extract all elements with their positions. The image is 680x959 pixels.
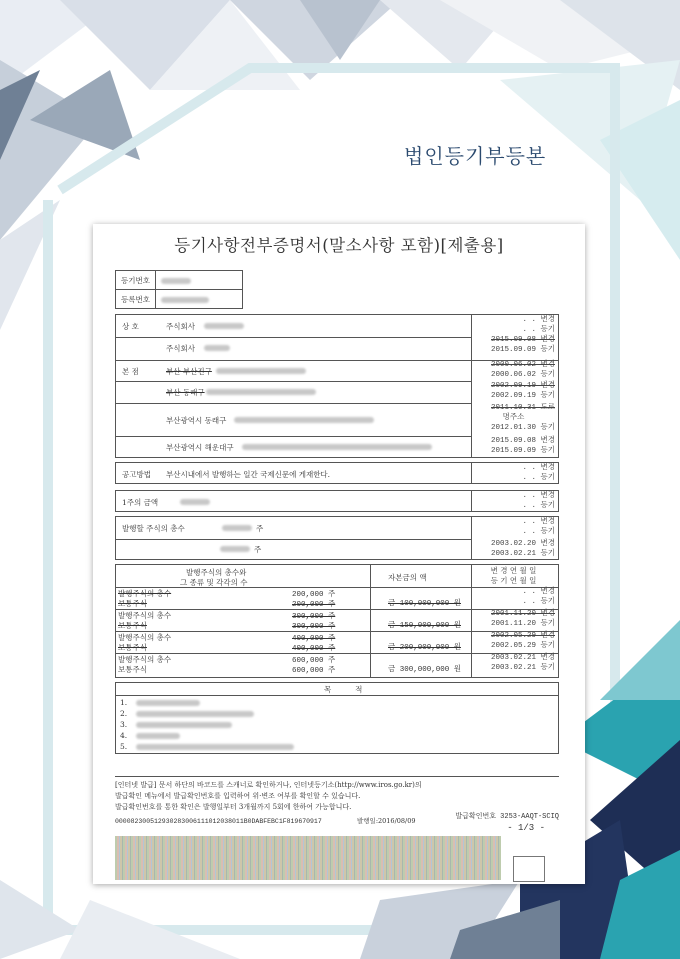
document-footer: [115, 776, 559, 833]
capital-row1-b-val: 200,000 주: [292, 601, 336, 609]
capital-row2-capital: 금 150,000,000 원: [388, 622, 461, 630]
capital-header-mid: 자본금의 액: [388, 573, 427, 582]
purpose-item-4: 4.: [120, 731, 128, 740]
capital-row3-h2: 2002.05.29 등기: [491, 642, 555, 650]
footer-issue-date: 발행일:2016/08/09: [357, 817, 416, 825]
notice-label: 공고방법: [122, 470, 151, 479]
barcode-image: [115, 836, 501, 880]
purpose-item-1: 1.: [120, 698, 128, 707]
capital-row4-a-val: 600,000 주: [292, 657, 336, 665]
purpose-section: [115, 682, 559, 754]
company-history-3: 2015.09.08 변경: [491, 336, 555, 344]
capital-row4-h2: 2003.02.21 등기: [491, 664, 555, 672]
capital-row4-b: 보통주식: [118, 665, 147, 674]
footer-page-number: - 1/3 -: [507, 823, 545, 833]
total-shares-label: 발행할 주식의 총수: [122, 524, 185, 533]
office-address-3: 부산광역시 동래구: [166, 416, 227, 425]
qr-box: [513, 856, 545, 882]
business-number-label: 등록번호: [116, 290, 156, 309]
company-label: 상 호: [122, 322, 139, 331]
office-address-4: 부산광역시 해운대구: [166, 443, 234, 452]
footer-line-1: [인터넷 발급] 문서 하단의 바코드를 스캐너로 확인하거나, 인터넷등기소(http://www.iros.go.kr)의: [115, 781, 422, 789]
capital-header-right-2: 등 기 연 월 일: [490, 576, 537, 585]
capital-row1-h1: . . 변경: [522, 588, 555, 596]
page-title: 법인등기부등본: [404, 144, 547, 168]
office-history-4: 2002.09.19 등기: [491, 392, 555, 400]
office-address-2: 부산 동래구: [166, 388, 205, 397]
purpose-item-5: 5.: [120, 742, 128, 751]
notice-section: [115, 462, 559, 484]
share-amount-label: 1주의 금액: [122, 498, 159, 507]
capital-row2-a: 발행주식의 총수: [118, 611, 172, 620]
share-amount-history-1: . . 변경: [522, 492, 555, 500]
capital-header-left-2: 그 종류 및 각각의 수: [180, 578, 248, 587]
purpose-header: 목 적: [324, 685, 363, 694]
office-history-1: 2000.06.02 변경: [491, 361, 555, 369]
footer-serial: 000082300512930283006111012038011B0DABFEBC1F819670917: [115, 818, 322, 825]
share-amount-history-2: . . 등기: [522, 502, 555, 510]
office-history-9: 2015.09.09 등기: [491, 447, 555, 455]
office-history-8: 2015.09.08 변경: [491, 437, 555, 445]
share-amount-section: [115, 490, 559, 512]
capital-row1-a-val: 200,000 주: [292, 591, 336, 599]
capital-row4-b-val: 600,000 주: [292, 667, 336, 675]
capital-row1-h2: . . 등기: [522, 598, 555, 606]
capital-row3-h1: 2002.05.29 변경: [491, 632, 555, 640]
capital-row2-h2: 2001.11.20 등기: [491, 620, 555, 628]
total-shares-unit-1: 주: [256, 524, 264, 533]
company-history-4: 2015.09.09 등기: [491, 346, 555, 354]
company-name-2: 주식회사: [166, 344, 195, 353]
company-section: [115, 314, 559, 458]
footer-line-2: 발급확인 메뉴에서 발급확인번호를 입력하여 위·변조 여부를 확인할 수 있습니다.: [115, 792, 361, 800]
office-address-1: 부산 부산진구: [166, 367, 212, 376]
company-history-2: . . 등기: [522, 326, 555, 334]
office-history-2: 2000.06.02 등기: [491, 371, 555, 379]
capital-row2-b-val: 300,000 주: [292, 623, 336, 631]
purpose-item-2: 2.: [120, 709, 128, 718]
total-shares-section: [115, 516, 559, 560]
capital-row3-a-val: 400,000 주: [292, 635, 336, 643]
registration-number-label: 등기번호: [116, 271, 156, 290]
registry-document: [93, 224, 585, 884]
capital-row3-capital: 금 200,000,000 원: [388, 644, 461, 652]
total-shares-unit-2: 주: [254, 545, 262, 554]
capital-row2-h1: 2001.11.20 변경: [491, 610, 555, 618]
office-history-3: 2002.09.19 변경: [491, 382, 555, 390]
footer-confirm-number: 발급확인번호 3253-AAQT-SCIQ: [455, 813, 559, 821]
office-history-5: 2011.10.31 도로: [491, 404, 555, 412]
capital-row4-capital: 금 300,000,000 원: [388, 666, 461, 674]
total-shares-history-3: 2003.02.20 변경: [491, 540, 555, 548]
capital-row4-h1: 2003.02.21 변경: [491, 654, 555, 662]
office-history-7: 2012.01.30 등기: [491, 424, 555, 432]
total-shares-history-1: . . 변경: [522, 518, 555, 526]
total-shares-history-4: 2003.02.21 등기: [491, 550, 555, 558]
capital-row2-a-val: 300,000 주: [292, 613, 336, 621]
capital-row1-a: 발행주식의 총수: [118, 589, 172, 598]
purpose-item-3: 3.: [120, 720, 128, 729]
capital-row1-capital: 금 100,000,000 원: [388, 600, 461, 608]
notice-history-1: . . 변경: [522, 464, 555, 472]
capital-row3-b: 보통주식: [118, 643, 147, 652]
company-name-1: 주식회사: [166, 322, 195, 331]
office-label: 본 점: [122, 367, 139, 376]
capital-section: [115, 564, 559, 678]
capital-row3-a: 발행주식의 총수: [118, 633, 172, 642]
registration-id-table: [115, 270, 243, 309]
capital-row4-a: 발행주식의 총수: [118, 655, 172, 664]
capital-row1-b: 보통주식: [118, 599, 147, 608]
capital-header-right-1: 변 경 연 월 일: [490, 566, 537, 575]
company-history-1: . . 변경: [522, 316, 555, 324]
notice-history-2: . . 등기: [522, 474, 555, 482]
document-title: 등기사항전부증명서(말소사항 포함)[제출용]: [174, 236, 504, 255]
capital-row2-b: 보통주식: [118, 621, 147, 630]
capital-header-left-1: 발행주식의 총수와: [186, 568, 247, 577]
total-shares-history-2: . . 등기: [522, 528, 555, 536]
office-history-6: 명주소: [502, 414, 525, 422]
footer-line-3: 발급확인번호를 통한 확인은 발행일부터 3개월까지 5회에 한하여 가능합니다.: [115, 803, 352, 811]
capital-row3-b-val: 400,000 주: [292, 645, 336, 653]
notice-text: 부산시내에서 발행하는 일간 국제신문에 게재한다.: [166, 470, 331, 479]
